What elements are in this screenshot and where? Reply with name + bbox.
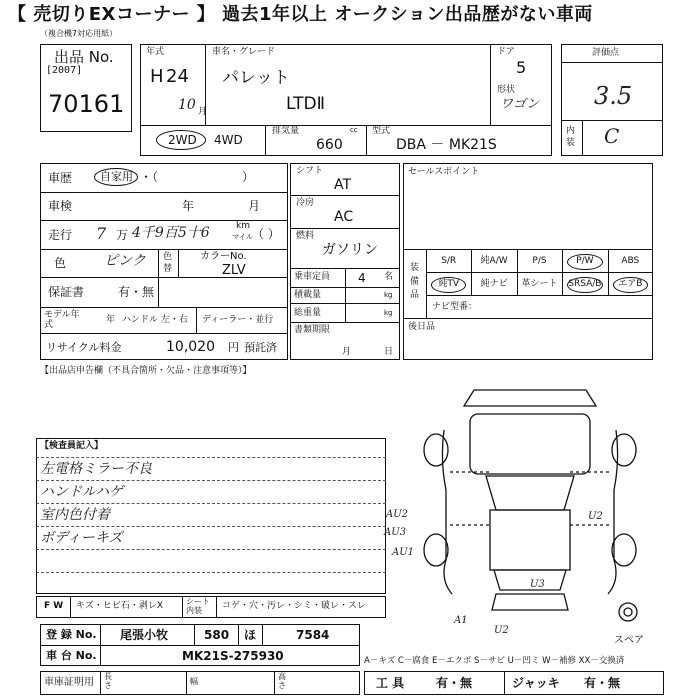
interior-value: C — [604, 124, 620, 148]
doc-expiry-day: 日 — [384, 347, 394, 357]
inspector-note-2: ハンドルハゲ — [40, 484, 124, 500]
displacement-value: 660 — [316, 137, 343, 153]
recycle-note: 預託済 — [244, 341, 277, 354]
color-code: ZLV — [222, 263, 246, 278]
model-year-label: モデル年式 — [44, 310, 80, 330]
year-label: 年式 — [146, 47, 165, 57]
gross-unit: kg — [384, 309, 393, 317]
lot-sub: [2007] — [46, 65, 83, 76]
sales-point-label: セールスポイント — [408, 167, 480, 177]
damage-mark-a1: A1 — [454, 615, 468, 626]
registration-label: 登 録 No. — [46, 628, 97, 641]
capacity-label: 乗車定員 — [294, 272, 331, 282]
codes-legend: A－キズ C－腐食 E－エクボ S－サビ U－凹ミ W－補修 XX－交換済 — [364, 656, 625, 666]
damage-mark-u3: U3 — [530, 579, 545, 590]
warranty-value: 有・無 — [118, 285, 155, 299]
registration-class: 580 — [204, 628, 230, 642]
year-month-unit: 月 — [198, 107, 208, 117]
cert-width: 幅 — [190, 677, 198, 686]
equipment-selected-circle — [567, 254, 602, 270]
lot-label: 出品 No. — [54, 48, 114, 66]
model-year-unit: 年 — [106, 315, 116, 325]
car-roof — [490, 510, 570, 570]
type-label: 型式 — [372, 126, 391, 136]
fuel-label: 燃料 — [296, 231, 315, 241]
recycle-unit: 円 — [228, 341, 239, 354]
gross-label: 総重量 — [294, 308, 322, 318]
spare-label: スペア — [614, 635, 644, 646]
equipment-label: 装備品 — [410, 263, 420, 300]
equipment-item: 純ナビ — [480, 279, 508, 289]
shape-value: ワゴン — [500, 97, 540, 112]
equipment-item: 純TV — [438, 279, 460, 289]
capacity-unit: 名 — [384, 272, 394, 282]
displacement-unit: cc — [350, 126, 358, 134]
registration-place: 尾張小牧 — [120, 628, 169, 642]
color-change-label: 色替 — [163, 252, 173, 274]
equipment-selected-circle — [613, 277, 648, 293]
inspector-note-4: ボディーキズ — [40, 530, 123, 546]
inspection-year-unit: 年 — [182, 199, 195, 213]
year-era: H — [150, 66, 164, 87]
mileage-man: 7 — [96, 224, 107, 243]
shift-label: シフト — [296, 166, 324, 176]
doors-label: ドア — [497, 47, 515, 57]
inspection-label: 車検 — [48, 199, 73, 213]
legend-seat-label: シート内装 — [186, 597, 210, 615]
legend-seat-items: コゲ・穴・汚レ・シミ・破レ・スレ — [222, 601, 367, 611]
mileage-paren: （ ） — [252, 227, 280, 241]
recycle-value: 10,020 — [166, 339, 215, 355]
shape-label: 形状 — [497, 85, 516, 95]
equipment-item: P/W — [576, 256, 594, 266]
drive-4wd: 4WD — [214, 133, 243, 147]
chassis-label: 車 台 No. — [46, 649, 97, 662]
mileage-man-unit: 万 — [116, 228, 129, 242]
fuel-value: ガソリン — [322, 242, 378, 258]
equipment-navi-label: ナビ型番： — [432, 302, 478, 312]
tools-value: 有・無 — [436, 676, 473, 690]
year-value: 24 — [166, 66, 189, 87]
mileage-rest: 4千9百5十6 — [132, 225, 210, 241]
equipment-item: 革シート — [521, 279, 558, 289]
model-name: パレット — [222, 68, 290, 88]
cert-length: 長さ — [104, 672, 112, 690]
color-value: ピンク — [104, 253, 146, 269]
registration-number: 7584 — [296, 628, 330, 642]
warranty-label: 保証書 — [48, 285, 85, 299]
model-year-handle: ハンドル 左・右 — [122, 315, 188, 325]
equipment-item: ABS — [621, 256, 640, 266]
load-unit: kg — [384, 291, 393, 299]
car-windshield — [486, 476, 574, 510]
equipment-item: エアB — [618, 279, 643, 289]
chassis-value: MK21S-275930 — [182, 649, 284, 663]
legend-fw: F W — [44, 601, 64, 611]
ac-label: 冷房 — [296, 198, 315, 208]
equipment-item: SRSA/B — [568, 279, 602, 289]
displacement-label: 排気量 — [272, 126, 300, 136]
history-value: 自家用 — [100, 170, 133, 183]
car-damage-diagram — [400, 380, 650, 630]
doc-expiry-label: 書類期限 — [294, 325, 331, 335]
car-rear-bumper — [492, 594, 568, 610]
equipment-item: P/S — [532, 256, 547, 266]
model-year-dealer: ディーラー・並行 — [202, 315, 274, 325]
damage-mark-u2-right: U2 — [588, 511, 603, 522]
inspector-label: 【検査員記入】 — [40, 441, 104, 451]
recycle-label: リサイクル料金 — [46, 341, 122, 354]
header-small-note: （複合機7対応用紙） — [40, 29, 118, 38]
inspector-note-3: 室内色付着 — [40, 507, 110, 523]
doc-expiry-month: 月 — [342, 347, 352, 357]
equipment-item: 純A/W — [480, 256, 508, 266]
spare-tire-icon — [619, 603, 637, 621]
car-wheel-fl — [424, 434, 448, 466]
damage-mark-u2-rear: U2 — [494, 625, 509, 636]
color-label: 色 — [54, 256, 67, 270]
mileage-unit-km: km — [236, 221, 250, 231]
lot-number: 70161 — [48, 90, 125, 118]
drive-2wd: 2WD — [168, 133, 197, 147]
equipment-item: S/R — [441, 256, 457, 266]
damage-mark-au1: AU1 — [392, 547, 415, 558]
cert-height: 高さ — [278, 672, 286, 690]
history-label: 車歴 — [48, 171, 73, 185]
jack-value: 有・無 — [584, 676, 621, 690]
capacity-value: 4 — [358, 271, 366, 285]
car-front-bumper — [464, 390, 596, 406]
model-grade: LTDⅡ — [286, 94, 325, 114]
banner-title: 【 売切りEXコーナー 】 過去1年以上 オークション出品歴がない車両 — [8, 4, 593, 25]
cert-label: 車庫証明用 — [44, 677, 94, 688]
tools-label: 工 具 — [376, 676, 405, 690]
car-wheel-rl — [424, 534, 448, 566]
model-label: 車名・グレード — [212, 47, 276, 57]
registration-kana: ほ — [244, 628, 257, 642]
declaration-label: 【出品店申告欄（不具合箇所・欠品・注意事項等）】 — [40, 366, 252, 376]
load-label: 積載量 — [294, 290, 322, 300]
damage-mark-au3: AU3 — [384, 527, 407, 538]
mileage-label: 走行 — [48, 228, 73, 242]
inspector-note-1: 左電格ミラー不良 — [40, 461, 152, 477]
equipment-selected-circle — [567, 277, 602, 293]
ac-value: AC — [334, 209, 354, 225]
type-value: DBA － MK21S — [396, 137, 497, 153]
rating-label: 評価点 — [592, 48, 620, 58]
later-date-label: 後日品 — [408, 322, 436, 332]
year-month: 10 — [178, 97, 196, 113]
rating-value: 3.5 — [594, 82, 633, 110]
shift-value: AT — [334, 177, 352, 193]
car-wheel-rr — [612, 534, 636, 566]
history-rest: ・（ ） — [140, 170, 255, 184]
car-wheel-fr — [612, 434, 636, 466]
doors-value: 5 — [516, 58, 527, 77]
legend-fw-items: キズ・ヒビ石・剥レX — [76, 601, 163, 611]
damage-mark-au2: AU2 — [386, 509, 409, 520]
color-code-label: カラーNo. — [200, 251, 247, 262]
inspection-month-unit: 月 — [248, 199, 261, 213]
interior-label: 内装 — [566, 126, 576, 148]
jack-label: ジャッキ — [512, 676, 560, 690]
mileage-unit-mile: マイル — [232, 233, 253, 241]
car-hood — [470, 414, 590, 474]
